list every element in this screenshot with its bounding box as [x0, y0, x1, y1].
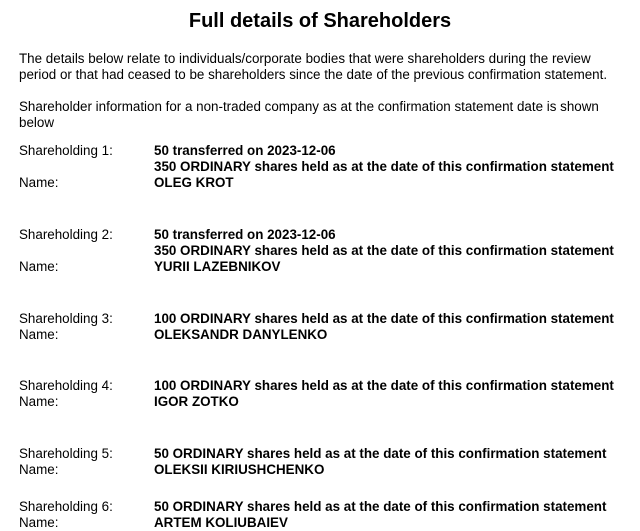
shares-line: 50 ORDINARY shares held as at the date of this confirmation statement [154, 499, 607, 514]
name-label: Name: [19, 327, 59, 342]
shareholding-3 [19, 311, 619, 343]
shareholding-row [19, 499, 619, 515]
shareholding-details [154, 378, 619, 394]
shareholding-row [19, 311, 619, 327]
shareholding-label: Shareholding 2: [19, 227, 113, 242]
shareholding-label: Shareholding 5: [19, 446, 113, 461]
transfer-line: 50 transferred on 2023-12-06 [154, 143, 336, 158]
shareholding-details [154, 227, 619, 259]
shareholder-name: OLEKSANDR DANYLENKO [154, 327, 328, 342]
shareholding-details [154, 446, 619, 462]
shareholder-name: OLEKSII KIRIUSHCHENKO [154, 462, 325, 477]
name-label: Name: [19, 259, 59, 274]
name-label: Name: [19, 175, 59, 190]
shareholder-name: YURII LAZEBNIKOV [154, 259, 281, 274]
shares-line: 350 ORDINARY shares held as at the date of this confirmation statement [154, 159, 614, 174]
page-title: Full details of Shareholders [188, 10, 452, 32]
shareholding-row [19, 227, 619, 259]
shareholding-5 [19, 446, 619, 478]
name-row [19, 175, 619, 191]
shareholding-label: Shareholding 3: [19, 311, 113, 326]
name-row [19, 515, 619, 531]
shareholding-row [19, 143, 619, 175]
shares-line: 50 ORDINARY shares held as at the date of this confirmation statement [154, 446, 607, 461]
shareholding-label: Shareholding 4: [19, 378, 113, 393]
shareholding-details [154, 311, 619, 327]
shareholder-name: ARTEM KOLIUBAIEV [154, 515, 288, 530]
name-row [19, 327, 619, 343]
shares-line: 100 ORDINARY shares held as at the date of this confirmation statement [154, 378, 614, 393]
shareholding-details [154, 143, 619, 175]
shareholding-4 [19, 378, 619, 410]
name-row [19, 394, 619, 410]
name-label: Name: [19, 515, 59, 530]
shareholder-name: IGOR ZOTKO [154, 394, 239, 409]
transfer-line: 50 transferred on 2023-12-06 [154, 227, 336, 242]
name-row [19, 259, 619, 275]
shareholding-1 [19, 143, 619, 191]
shares-line: 100 ORDINARY shares held as at the date of this confirmation statement [154, 311, 614, 326]
shareholding-2 [19, 227, 619, 275]
shareholding-details [154, 499, 619, 515]
shareholding-row [19, 378, 619, 394]
name-row [19, 462, 619, 478]
name-label: Name: [19, 394, 59, 409]
shareholding-label: Shareholding 1: [19, 143, 113, 158]
shares-line: 350 ORDINARY shares held as at the date of this confirmation statement [154, 243, 614, 258]
name-label: Name: [19, 462, 59, 477]
shareholding-label: Shareholding 6: [19, 499, 113, 514]
shareholding-6 [19, 499, 619, 531]
shareholding-row [19, 446, 619, 462]
shareholder-name: OLEG KROT [154, 175, 234, 190]
intro-paragraph-note: Shareholder information for a non-traded company as at the confirmation statement date is shown below [19, 99, 599, 130]
intro-paragraph: The details below relate to individuals/corporate bodies that were shareholders during the review period or that had ceased to be shareholders since the date of the previous confirmation statement. [19, 51, 608, 82]
